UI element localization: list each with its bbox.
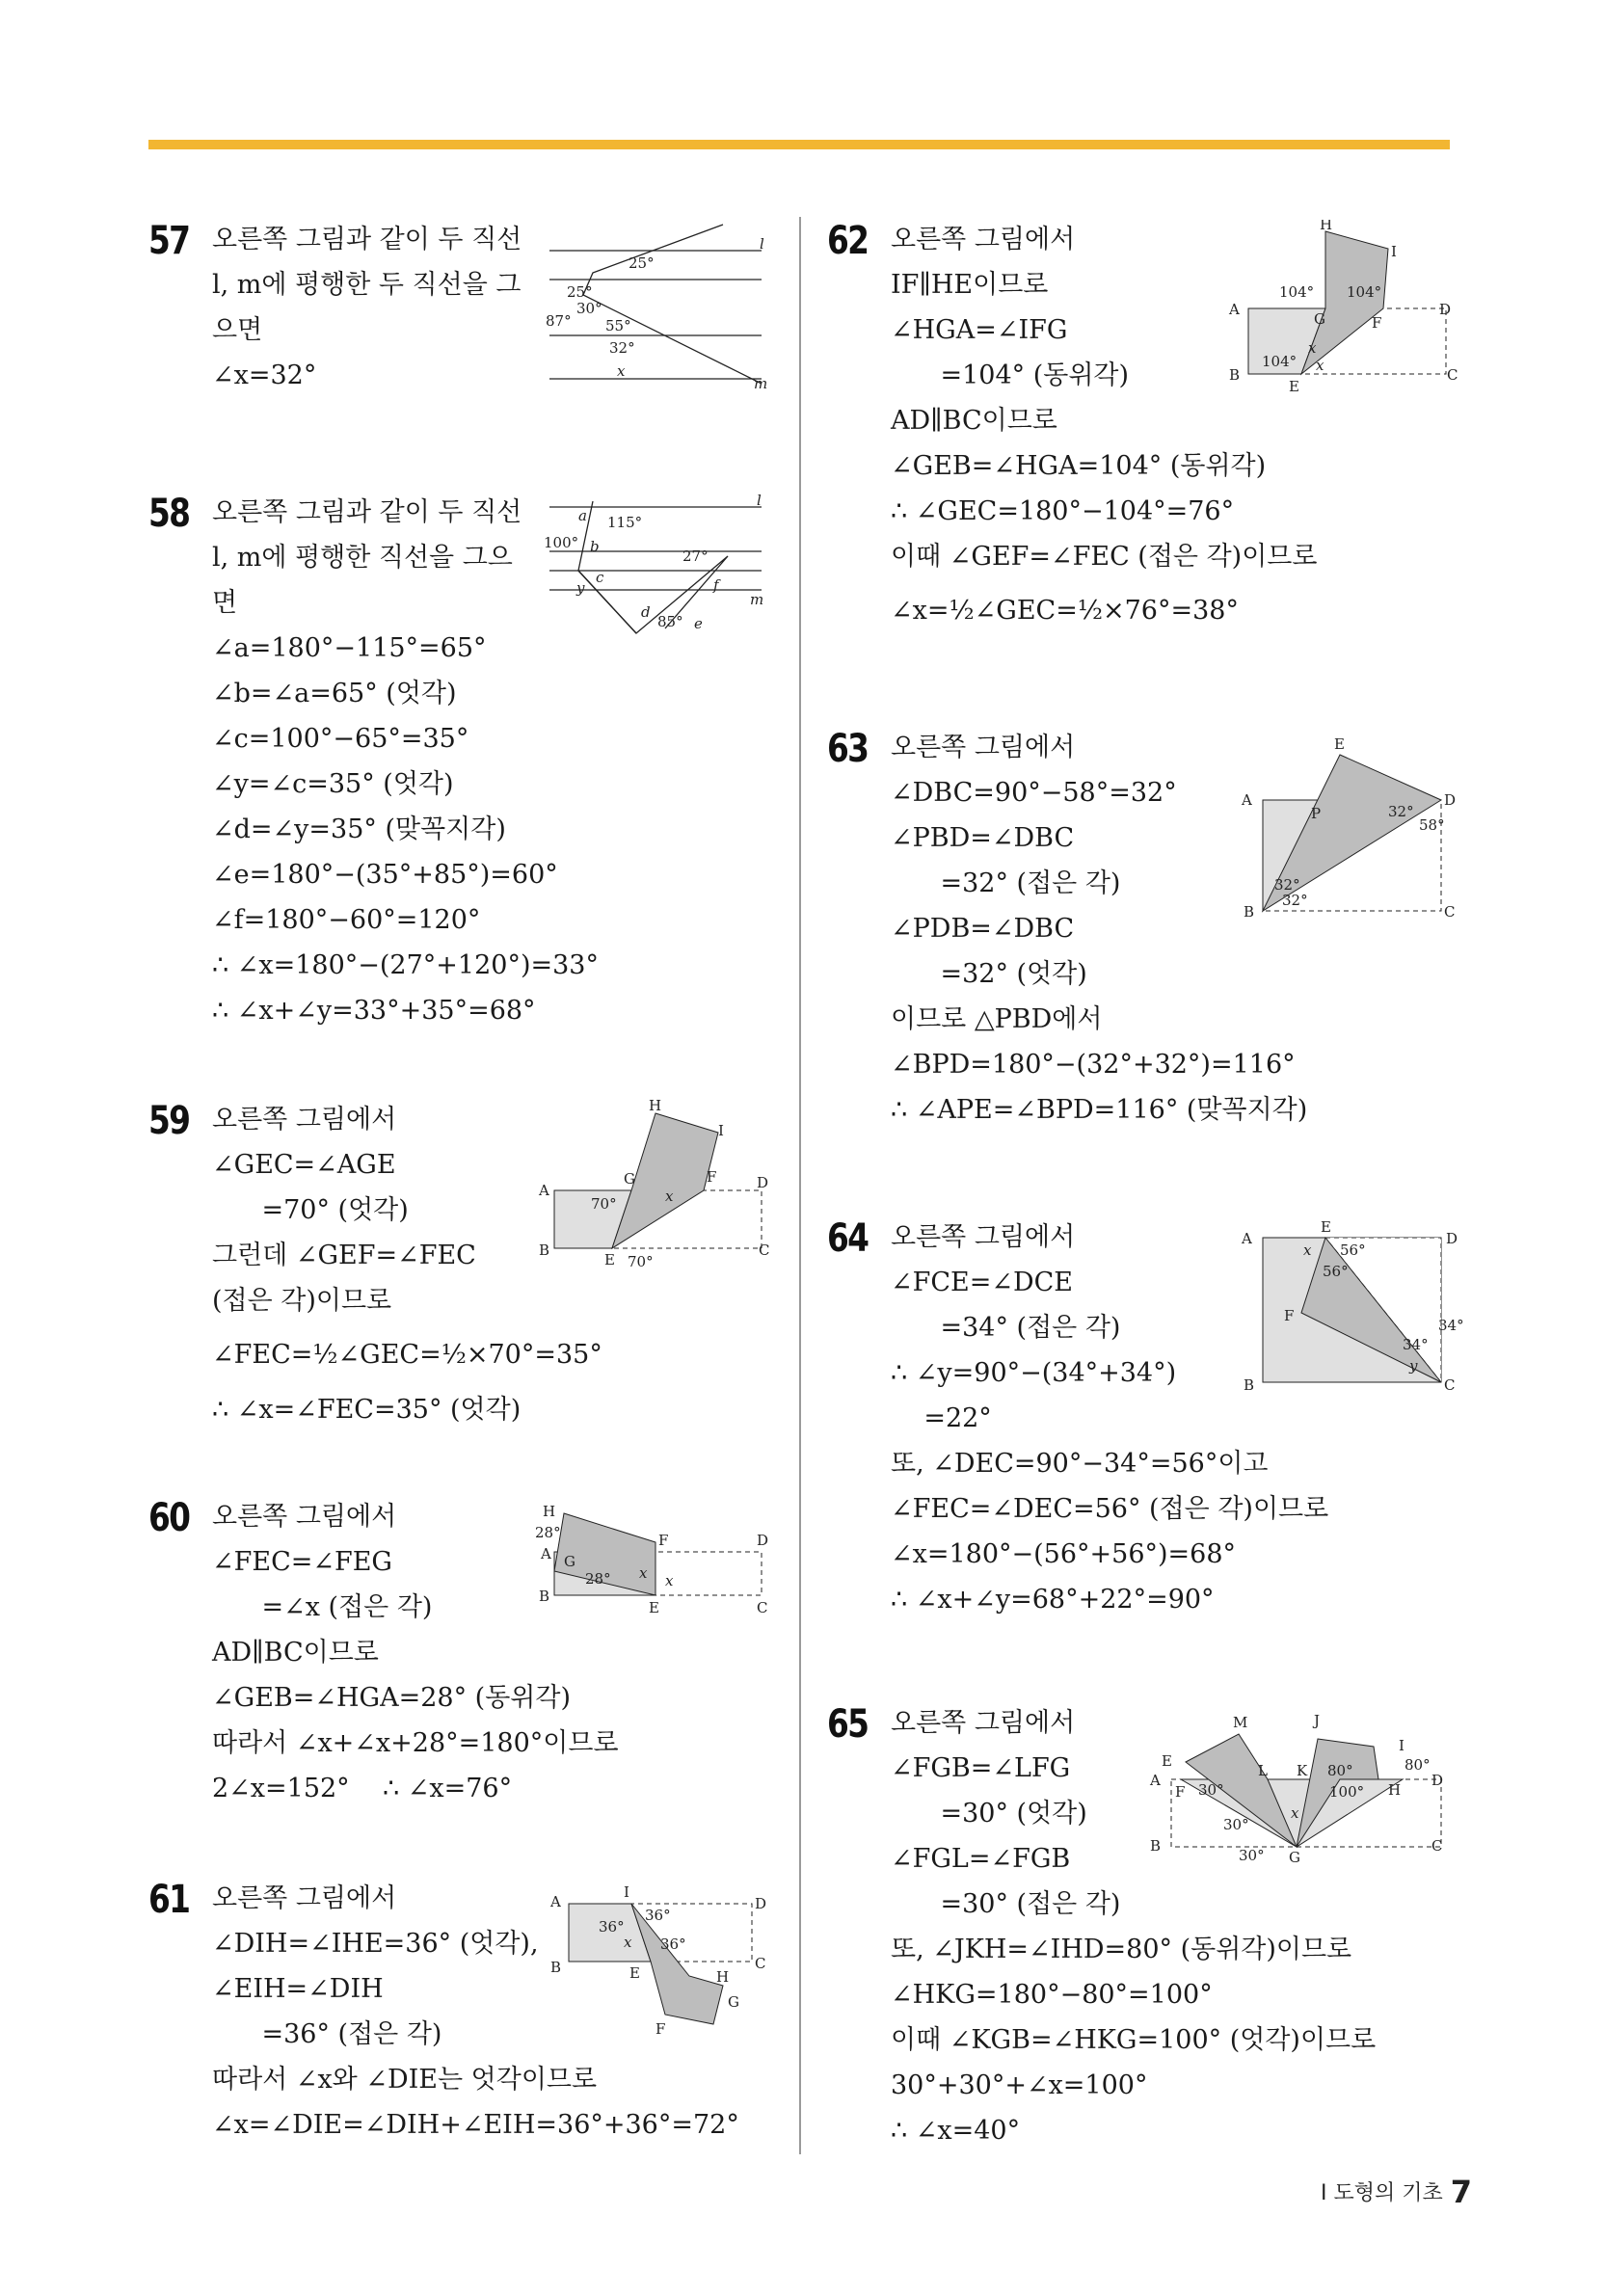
figure-62 (1219, 220, 1460, 403)
fig-label: 36° (660, 1936, 686, 1953)
solution-line: 또, ∠DEC=90°−34°=56°이고 (891, 1449, 1269, 1479)
fig-label: C (1431, 1837, 1443, 1855)
solution-line: =36° (접은 각) (212, 2019, 442, 2049)
solution-line: 이때 ∠GEF=∠FEC (접은 각)이므로 (891, 542, 1318, 572)
solution-line: ∠b=∠a=65° (엇각) (212, 679, 457, 708)
fig-label: C (1444, 1376, 1456, 1394)
figure-60 (535, 1499, 776, 1624)
solution-line: ∠FGL=∠FGB (891, 1844, 1071, 1874)
solution-line: ∠PBD=∠DBC (891, 823, 1075, 853)
solution-line: ∴ ∠x+∠y=68°+22°=90° (891, 1585, 1215, 1615)
fig-label: E (629, 1964, 640, 1982)
fig-label: 25° (629, 254, 655, 272)
fig-label: I (1399, 1737, 1404, 1754)
fig-label: B (539, 1241, 550, 1259)
solution-line: (접은 각)이므로 (212, 1286, 392, 1316)
solution-line: 또, ∠JKH=∠IHD=80° (동위각)이므로 (891, 1935, 1352, 1964)
fig-label: F (707, 1168, 717, 1186)
solution-line: ∠d=∠y=35° (맞꼭지각) (212, 814, 506, 844)
solution-line: =22° (891, 1403, 992, 1433)
fig-label: G (624, 1170, 635, 1188)
fig-label: 32° (1274, 876, 1300, 894)
solution-line: 오른쪽 그림에서 (212, 1502, 397, 1532)
fig-label: J (1314, 1712, 1321, 1729)
solution-line: 오른쪽 그림과 같이 두 직선 (212, 497, 522, 527)
solution-line: AD∥BC이므로 (212, 1638, 379, 1668)
solution-line: =32° (엇각) (891, 959, 1087, 989)
fig-label: 30° (1198, 1781, 1224, 1799)
solution-line: 따라서 ∠x+∠x+28°=180°이므로 (212, 1728, 619, 1758)
fig-label: 85° (657, 613, 683, 630)
fig-label: 32° (1282, 892, 1308, 909)
solution-line: ∠x=½∠GEC=½×76°=38° (891, 596, 1239, 626)
fig-label: y (576, 579, 585, 597)
fig-label: E (1321, 1218, 1331, 1236)
fig-label: 25° (567, 283, 593, 301)
fig-label: H (543, 1503, 556, 1520)
solution-line: 이므로 △PBD에서 (891, 1004, 1103, 1034)
solution-line: ∠x=∠DIE=∠DIH+∠EIH=36°+36°=72° (212, 2110, 739, 2140)
fig-label: G (728, 1993, 739, 2011)
solution-line: ∠GEC=∠AGE (212, 1150, 396, 1180)
solution-line: 오른쪽 그림에서 (891, 1222, 1076, 1252)
chapter-label: I 도형의 기초 (1321, 2181, 1443, 2205)
column-divider (799, 217, 801, 2154)
fig-label: D (1431, 1772, 1444, 1789)
solution-line: 오른쪽 그림에서 (212, 1105, 397, 1135)
solution-line: ∠DIH=∠IHE=36° (엇각), (212, 1929, 539, 1959)
fig-label: 104° (1347, 283, 1382, 301)
solution-line: ∠y=∠c=35° (엇각) (212, 769, 454, 799)
fig-label: 36° (645, 1907, 671, 1924)
solution-line: =34° (접은 각) (891, 1313, 1121, 1343)
fig-label: 115° (607, 514, 643, 531)
solution-line: ∠c=100°−65°=35° (212, 724, 469, 754)
solution-line: AD∥BC이므로 (891, 406, 1057, 436)
solution-line: ∠x=32° (212, 360, 317, 390)
fig-label: B (1150, 1837, 1162, 1855)
fig-label: F (658, 1532, 669, 1549)
solution-line: ∠HGA=∠IFG (891, 315, 1068, 345)
solution-line: ∴ ∠x=∠FEC=35° (엇각) (212, 1395, 522, 1425)
fig-label: x (665, 1572, 674, 1589)
solution-line: =104° (동위각) (891, 360, 1130, 390)
page-number: 7 (1450, 2174, 1473, 2210)
figure-65 (1142, 1700, 1460, 1893)
solution-line: ∴ ∠APE=∠BPD=116° (맞꼭지각) (891, 1095, 1308, 1125)
fig-label: F (1284, 1307, 1295, 1324)
fig-label: x (624, 1934, 632, 1951)
fig-label: a (578, 507, 587, 524)
fig-label: 32° (609, 339, 635, 357)
fig-label: D (755, 1895, 767, 1912)
fig-label: d (641, 603, 651, 621)
fig-label: G (564, 1553, 575, 1570)
fig-label: E (604, 1251, 615, 1268)
solution-line: ∠f=180°−60°=120° (212, 905, 481, 935)
solution-line: ∠EIH=∠DIH (212, 1974, 384, 2004)
fig-label: 34° (1403, 1336, 1429, 1353)
problem-number: 58 (148, 492, 190, 536)
solution-line: ∠DBC=90°−58°=32° (891, 778, 1177, 808)
fig-label: 28° (585, 1570, 611, 1588)
solution-line: ∠FEC=∠DEC=56° (접은 각)이므로 (891, 1494, 1329, 1524)
fig-label: 30° (1239, 1847, 1265, 1864)
solution-line: ∠PDB=∠DBC (891, 914, 1075, 944)
fig-label: D (757, 1532, 769, 1549)
fig-label: x (617, 362, 626, 380)
fig-label: H (1320, 220, 1333, 233)
solution-line: ∠HKG=180°−80°=100° (891, 1980, 1213, 2010)
fig-label: K (1297, 1762, 1308, 1779)
solution-line: ∠BPD=180°−(32°+32°)=116° (891, 1050, 1296, 1080)
fig-label: x (1291, 1804, 1299, 1822)
solution-line: l, m에 평행한 직선을 그으 (212, 543, 513, 573)
solution-line: ∠e=180°−(35°+85°)=60° (212, 860, 558, 890)
solution-line: ∴ ∠x=40° (891, 2116, 1021, 2146)
fig-label: 36° (599, 1918, 625, 1936)
fig-label: x (1308, 339, 1317, 357)
fig-label: l (757, 494, 762, 509)
fig-label: A (541, 1545, 551, 1562)
fig-label: 56° (1323, 1263, 1349, 1280)
solution-line: 오른쪽 그림과 같이 두 직선 (212, 225, 522, 254)
fig-label: 30° (576, 300, 602, 317)
solution-line: 오른쪽 그림에서 (891, 733, 1076, 762)
figure-63 (1234, 728, 1465, 930)
fig-label: 104° (1262, 353, 1297, 370)
solution-line: 오른쪽 그림에서 (212, 1883, 397, 1913)
solution-line: ∠GEB=∠HGA=104° (동위각) (891, 451, 1267, 481)
fig-label: A (1150, 1772, 1161, 1789)
fig-label: D (757, 1174, 769, 1191)
problem-number: 63 (827, 727, 869, 771)
solution-line: =30° (접은 각) (891, 1889, 1121, 1919)
solution-line: 이때 ∠KGB=∠HKG=100° (엇각)이므로 (891, 2025, 1377, 2055)
figure-61 (545, 1880, 776, 2053)
fig-label: A (550, 1893, 561, 1910)
fig-label: 80° (1404, 1756, 1431, 1774)
problem-number: 61 (148, 1878, 190, 1922)
fig-label: M (1233, 1714, 1248, 1731)
fig-label: C (757, 1599, 768, 1616)
solution-line: IF∥HE이므로 (891, 270, 1049, 300)
problem-number: 62 (827, 219, 869, 263)
fig-label: 58° (1419, 816, 1445, 834)
solution-line: 그런데 ∠GEF=∠FEC (212, 1241, 476, 1270)
solution-line: =30° (엇각) (891, 1799, 1087, 1829)
fig-label: B (1244, 903, 1255, 921)
fig-label: H (1388, 1781, 1402, 1799)
fig-label: C (1447, 366, 1458, 384)
solution-line: ∠a=180°−115°=65° (212, 633, 487, 663)
fig-label: f (713, 576, 719, 594)
fig-label: 80° (1327, 1762, 1353, 1779)
fig-label: H (649, 1099, 662, 1114)
fig-label: I (624, 1883, 629, 1901)
solution-line: =∠x (접은 각) (212, 1592, 433, 1622)
problem-number: 59 (148, 1099, 190, 1143)
fig-label: 32° (1388, 803, 1414, 820)
solution-line: 으면 (212, 315, 263, 345)
fig-label: c (596, 569, 604, 586)
fig-label: x (639, 1564, 648, 1582)
figure-59 (535, 1099, 776, 1282)
fig-label: P (1311, 805, 1322, 822)
solution-line: 30°+30°+∠x=100° (891, 2070, 1148, 2100)
fig-label: B (1229, 366, 1241, 384)
solution-line: ∠FGB=∠LFG (891, 1753, 1071, 1783)
fig-label: A (539, 1182, 549, 1199)
figure-58 (540, 494, 771, 648)
fig-label: L (1258, 1762, 1268, 1779)
solution-line: l, m에 평행한 두 직선을 그 (212, 270, 522, 300)
solution-line: ∴ ∠y=90°−(34°+34°) (891, 1358, 1177, 1388)
fig-label: l (760, 235, 764, 253)
fig-label: 100° (1329, 1783, 1365, 1801)
figure-64 (1234, 1216, 1465, 1400)
fig-label: I (1391, 243, 1397, 260)
problem-number: 65 (827, 1702, 869, 1747)
problem-number: 60 (148, 1496, 190, 1540)
fig-label: I (718, 1122, 724, 1139)
fig-label: 100° (544, 534, 579, 551)
fig-label: A (1229, 301, 1240, 318)
fig-label: C (755, 1955, 766, 1972)
fig-label: 55° (605, 317, 631, 334)
top-accent-bar (148, 140, 1450, 149)
solution-line: ∠FEC=½∠GEC=½×70°=35° (212, 1340, 602, 1370)
fig-label: x (1303, 1241, 1312, 1259)
fig-label: x (665, 1188, 674, 1205)
solution-line: ∠x=180°−(56°+56°)=68° (891, 1539, 1237, 1569)
fig-label: D (1446, 1230, 1458, 1247)
fig-label: C (1444, 903, 1456, 921)
figure-57 (540, 220, 771, 393)
fig-label: F (1372, 314, 1382, 332)
fig-label: 87° (546, 312, 572, 330)
fig-label: H (716, 1968, 730, 1986)
fig-label: A (1242, 1230, 1252, 1247)
fig-label: F (655, 2020, 666, 2038)
fig-label: B (1244, 1376, 1255, 1394)
fig-label: D (1444, 791, 1457, 809)
solution-line: 오른쪽 그림에서 (891, 225, 1076, 254)
fig-label: 70° (591, 1195, 617, 1213)
solution-line: ∠FEC=∠FEG (212, 1547, 392, 1577)
fig-label: 28° (535, 1524, 561, 1541)
fig-label: b (590, 538, 600, 555)
solution-line: ∴ ∠x=180°−(27°+120°)=33° (212, 950, 599, 980)
fig-label: m (754, 375, 768, 392)
fig-label: E (1334, 735, 1345, 753)
fig-label: C (759, 1241, 770, 1259)
fig-label: E (1162, 1752, 1172, 1770)
solution-line: ∠FCE=∠DCE (891, 1268, 1073, 1297)
solution-line: ∴ ∠x+∠y=33°+35°=68° (212, 996, 536, 1026)
fig-label: 34° (1438, 1317, 1464, 1334)
solution-line: ∠GEB=∠HGA=28° (동위각) (212, 1683, 571, 1713)
fig-label: 70° (628, 1253, 654, 1270)
problem-number: 57 (148, 219, 190, 263)
fig-label: e (694, 615, 703, 632)
fig-label: 56° (1340, 1241, 1366, 1259)
fig-label: y (1409, 1357, 1418, 1375)
fig-label: D (1439, 301, 1452, 318)
fig-label: m (750, 591, 764, 608)
solution-line: 따라서 ∠x와 ∠DIE는 엇각이므로 (212, 2065, 598, 2095)
fig-label: B (539, 1588, 550, 1605)
fig-label: E (1289, 378, 1299, 395)
fig-label: A (1242, 791, 1252, 809)
fig-label: 104° (1279, 283, 1315, 301)
page-footer (1321, 2174, 1472, 2210)
fig-label: F (1175, 1783, 1186, 1801)
solution-line: 오른쪽 그림에서 (891, 1708, 1076, 1738)
solution-line: 2∠x=152° ∴ ∠x=76° (212, 1774, 513, 1803)
fig-label: G (1289, 1849, 1300, 1866)
fig-label: 27° (682, 547, 709, 565)
solution-line: 면 (212, 588, 238, 618)
solution-line: ∴ ∠GEC=180°−104°=76° (891, 496, 1235, 526)
fig-label: 30° (1223, 1816, 1249, 1833)
solution-line: =70° (엇각) (212, 1195, 409, 1225)
problem-number: 64 (827, 1216, 869, 1261)
solution-line: =32° (접은 각) (891, 868, 1121, 898)
fig-label: E (649, 1599, 659, 1616)
fig-label: G (1314, 310, 1325, 328)
fig-label: B (550, 1959, 562, 1976)
fig-label: x (1316, 357, 1324, 374)
